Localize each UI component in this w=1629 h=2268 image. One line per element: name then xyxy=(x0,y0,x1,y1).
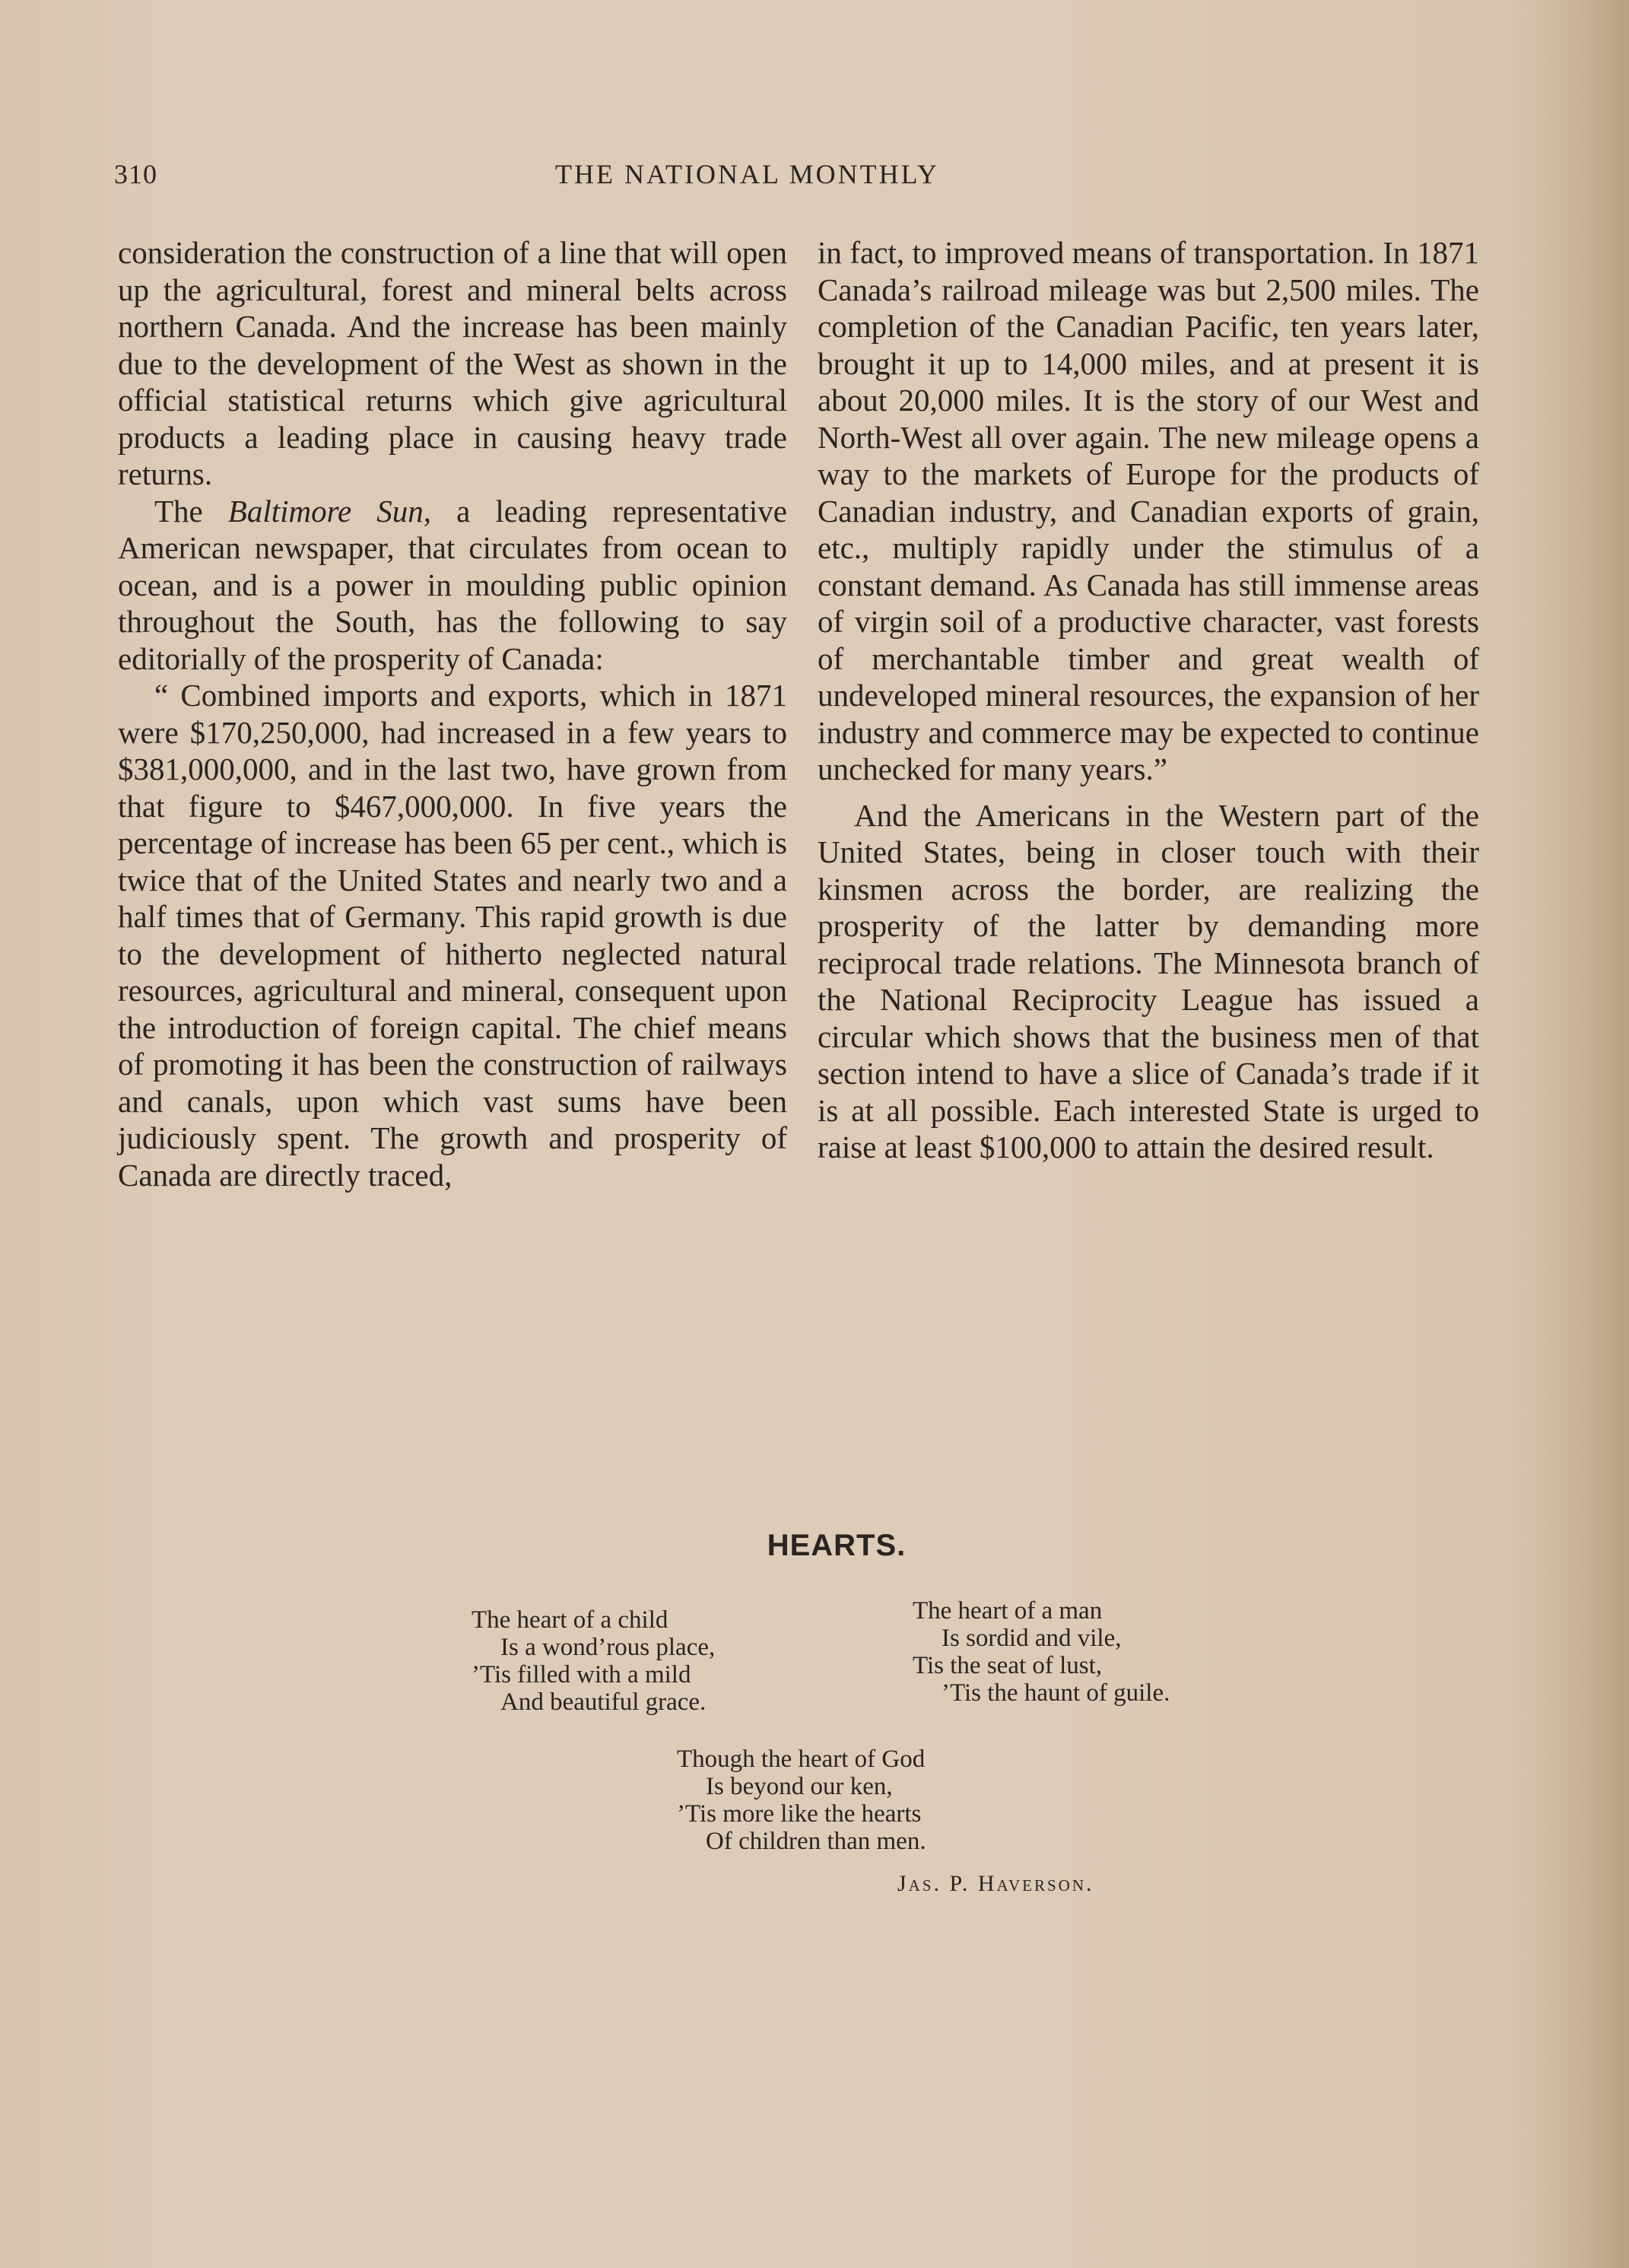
right-column xyxy=(818,234,1479,1166)
poem-line: ’Tis more like the hearts xyxy=(677,1800,922,1828)
left-column xyxy=(118,234,787,1193)
poem-line: Tis the seat of lust, xyxy=(913,1652,1103,1679)
poem-stanza-1 xyxy=(472,1606,715,1716)
poem-stanza-2 xyxy=(913,1597,1170,1707)
poem-line: ’Tis filled with a mild xyxy=(472,1661,691,1688)
poem-line: Of children than men. xyxy=(706,1828,926,1855)
poem-line: Is beyond our ken, xyxy=(706,1773,893,1800)
paragraph-text: a leading representative American newspaper, that circulates from ocean to ocean, and is a power in moulding public opinion throughout the South, has the following to say editorially of the prosperity of Canada: xyxy=(118,493,787,676)
paragraph: consideration the construction of a line that will open up the agricultural, forest and mineral belts across northern Canada. And the increase has been mainly due to the development of the West as shown in the official statistical returns which give agricultural products a leading place in causing heavy trade returns. xyxy=(118,235,787,491)
running-title: THE NATIONAL MONTHLY xyxy=(555,159,939,189)
poem-line: ’Tis the haunt of guile. xyxy=(942,1679,1170,1707)
paragraph xyxy=(118,493,787,678)
newspaper-name: Baltimore Sun, xyxy=(227,493,432,529)
poem-line: Though the heart of God xyxy=(677,1745,926,1773)
poem-line: Is a wond’rous place, xyxy=(500,1634,716,1661)
paragraph: And the Americans in the Western part of the United States, being in closer touch with their kinsmen across the border, are realizing the prosperity of the latter by demanding more reciprocal trade relations. The Minnesota branch of the National Reciprocity League has issued a circular which shows that the business men of that section intend to have a slice of Canada’s trade if it is at all possible. Each interested State is urged to raise at least $100,000 to attain the desired result. xyxy=(818,797,1479,1164)
poem-line: Is sordid and vile, xyxy=(942,1625,1122,1652)
paragraph-text: The xyxy=(154,493,228,529)
poem-title: HEARTS. xyxy=(767,1529,907,1562)
poem-author: Jas. P. Haverson. xyxy=(897,1871,1094,1896)
poem-stanza-3 xyxy=(677,1745,926,1855)
poem-line: The heart of a child xyxy=(472,1606,668,1634)
poem-line: And beautiful grace. xyxy=(500,1688,707,1716)
quote-paragraph: in fact, to improved means of transportation. In 1871 Canada’s railroad mileage was but 2,500 miles. The completion of the Canadian Pacific, ten years later, brought it up to 14,000 miles, and at present it is about 20,000 miles. It is the story of our West and North-West all over again. The new mileage opens a way to the markets of Europe for the products of Canadian industry, and Canadian exports of grain, etc., multiply rapidly under the stimulus of a constant demand. As Canada has still immense areas of virgin soil of a productive character, vast forests of merchantable timber and great wealth of undeveloped mineral resources, the expansion of her industry and commerce may be expected to continue unchecked for many years.” xyxy=(818,235,1479,786)
page-header xyxy=(114,158,1483,204)
page-number: 310 xyxy=(114,159,157,189)
poem-line: The heart of a man xyxy=(913,1597,1103,1625)
quote-paragraph: “ Combined imports and exports, which in 1871 were $170,250,000, had increased in a few years to $381,000,000, and in the last two, have grown from that figure to $467,000,000. In five years the percentage of increase has been 65 per cent., which is twice that of the United States and nearly two and a half times that of Germany. This rapid growth is due to the development of hitherto neglected natural resources, agricultural and mineral, consequent upon the introduction of foreign capital. The chief means of promoting it has been the construction of railways and canals, upon which vast sums have been judiciously spent. The growth and prosperity of Canada are directly traced, xyxy=(118,678,787,1193)
